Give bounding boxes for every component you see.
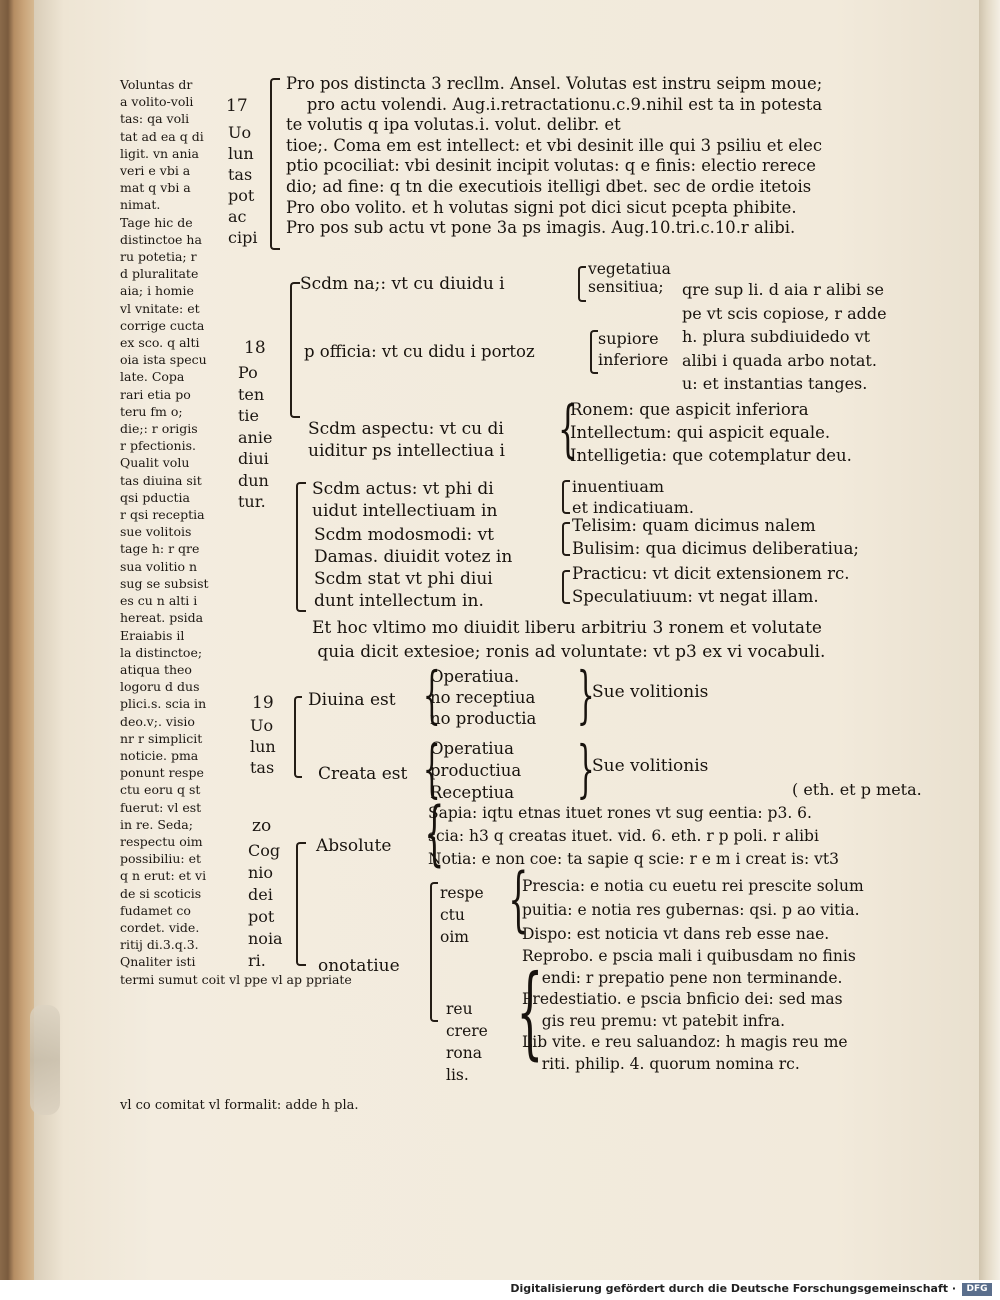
brace-s18-office [590,330,598,374]
s18-conclusion: Et hoc vltimo mo diuidit liberu arbitriu 3 ronem et volutate quia dicit extesioe; ronis ad voluntate: vt p3 ex vi vocabuli. [312,618,826,662]
s20-absolute: Absolute [316,836,392,856]
section-17-text: Pro pos distincta 3 recllm. Ansel. Volutas est instru seipm moue; pro actu volendi. Aug.i.retractationu.c.9.nihil est ta in potesta te volutis q ipa volutas.i. volut. delibr. et tioe;. Coma em est intellect: et vbi desinit ille qui 3 psiliu et elec ptio pcociliat: vbi desinit incipit volutas: q e finis: electio rerece dio; ad fine: q tn die executiois itelligi dbet. sec de ordie itetois Pro obo volito. et h volutas signi pot dici sicut pcepta phibite. Pro pos sub actu vt pone 3a ps imagis. Aug.10.tri.c.10.r alibi. [286,74,823,238]
section-label-18: Po ten tie anie diui dun tur. [238,363,273,511]
page-clip [30,1005,60,1115]
funding-credit: Digitalisierung gefördert durch die Deutsche Forschungsgemeinschaft · [510,1282,956,1295]
brace-s18-nature [578,266,586,302]
footer-bar [0,1280,1000,1300]
s18-acts-options: inuentiuam et indicatiuam. [572,477,694,517]
s18-states: Scdm stat vt phi diui dunt intellectum in. [314,569,493,611]
s19-created-result: Sue volitionis [592,756,709,776]
s19-divine: Diuina est [308,690,396,710]
s18-aspect-options: Ronem: que aspicit inferiora Intellectum: qui aspicit equale. Intelligetia: que cotemplatur deu. [570,400,852,465]
section-label-19: Uo lun tas [250,716,276,777]
section-number-20: zo [252,816,272,836]
s20-respect: respe ctu oim [440,884,484,946]
s19-created-options: Operatiua productiua Receptiua [430,739,522,802]
s18-aspect: Scdm aspectu: vt cu di uiditur ps intellectiua i [308,419,505,461]
brace-20 [296,842,306,966]
brace-s18-states [562,570,570,604]
brace-s19-divine-close: { [576,658,595,731]
s19-created: Creata est [318,764,408,784]
gloss-bottom-line: vl co comitat vl formalit: adde h pla. [120,1098,359,1113]
brace-s19-created-close: { [576,732,595,805]
section-number-19: 19 [252,693,274,713]
brace-18a [290,282,300,418]
brace-17 [270,78,280,250]
s20-connotative: onotatiue [318,956,400,976]
s18-acts: Scdm actus: vt phi di uidut intellectiuam in [312,479,498,521]
brace-s20-absolute: { [424,792,445,874]
s18-nature-options: vegetatiua sensitiua; [588,260,671,296]
s18-modes: Scdm modosmodi: vt Damas. diuidit votez in [314,525,513,567]
s18-office: p officia: vt cu didu i portoz [304,342,535,361]
brace-s18-modes [562,522,570,556]
s18-office-options: supiore inferiore [598,329,669,369]
section-number-18: 18 [244,338,266,358]
brace-s19-created: { [422,732,441,805]
s20-reu: reu crere rona lis. [446,1000,488,1084]
brace-s20-connotative [430,882,438,1022]
brace-19 [294,696,302,778]
s20-eth-ref: ( eth. et p meta. [792,780,922,799]
s18-nature-note: qre sup li. d aia r alibi se pe vt scis copiose, r adde h. plura subdiuidedo vt alibi i quada arbo notat. u: et instantias tanges. [682,280,887,393]
brace-18b [296,482,306,612]
page-edge [979,0,1000,1280]
marginal-gloss: Voluntas dr a volito-voli tas: qa voli tat ad ea q di ligit. vn ania veri e vbi a mat q vbi a nimat. Tage hic de distinctoe ha ru potetia; r d pluralitate aia; i homie vl vnitate: et corrige cucta ex sco. q alti oia ista specu late. Copa rari etia po teru fm o; die;: r origis r pfectionis. Qualit volu tas diuina sit qsi pductia r qsi receptia sue volitois tage h: r qre sua volitio n sug se subsist es cu n alti i hereat. psida Eraiabis il la distinctoe; atiqua theo logoru d dus plici.s. scia in deo.v;. visio nr r simplicit noticie. pma ponunt respe ctu eoru q st fuerut: vl est in re. Seda; respectu oim possibiliu: et q n erut: et vi de si scoticis fudamet co cordet. vide. ritij di.3.q.3. Qnaliter isti termi sumut coit vl [120,77,241,987]
s20-reu-options: Reprobo. e pscia mali i quibusdam no finis endi: r prepatio pene non terminande. Predestiatio. e pscia bnficio dei: sed mas gis reu premu: vt patebit infra. Lib vite. e reu saluandoz: h magis reu me riti. philip. 4. quorum nomina rc. [522,947,856,1073]
s20-respect-options: Prescia: e notia cu euetu rei prescite solum puitia: e notia res gubernas: qsi. p ao vitia. Dispo: est noticia vt dans reb esse nae. [522,877,864,943]
section-label-17: Uo lun tas pot ac cipi [228,123,258,247]
s18-nature: Scdm na;: vt cu diuidu i [300,274,505,294]
section-label-20: Cog nio dei pot noia ri. [248,841,283,970]
brace-s20-respect: { [508,858,529,940]
brace-s18-acts [562,480,570,514]
s19-divine-result: Sue volitionis [592,682,709,702]
s18-modes-options: Telisim: quam dicimus nalem Bulisim: qua dicimus deliberatiua; [572,516,859,558]
s20-absolute-options: Sapia: iqtu etnas ituet rones vt sug eentia: p3. 6. scia: h3 q creatas ituet. vid. 6. eth. r p poli. r alibi Notia: e non coe: ta sapie q scie: r e m i creat is: vt3 [428,804,839,868]
section-number-17: 17 [226,96,248,116]
dfg-logo-icon: DFG [962,1283,992,1296]
brace-s19-divine: { [422,658,441,731]
brace-s20-reu: { [516,953,544,1070]
s18-states-options: Practicu: vt dicit extensionem rc. Speculatiuum: vt negat illam. [572,564,850,606]
brace-s18-aspect: { [557,392,578,465]
s19-divine-options: Operatiua. no receptiua no productia [430,667,537,728]
